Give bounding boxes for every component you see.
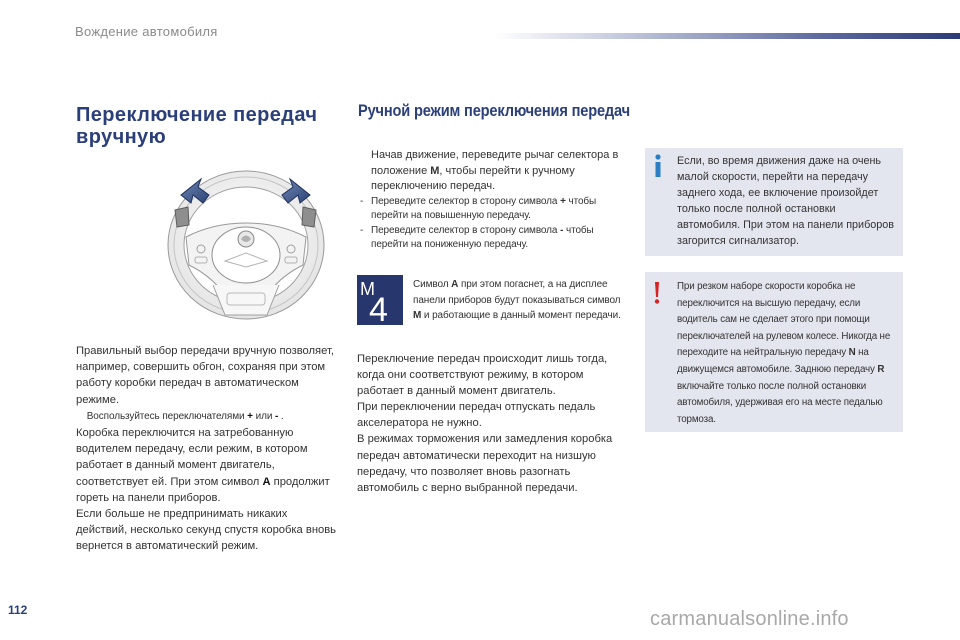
steering-wheel-illustration xyxy=(153,165,338,330)
shifting-notes xyxy=(357,351,625,496)
warning-text: При резком наборе скорости коробка не переключится на высшую передачу, если водитель сам не сделает этого при помощи переключателей на рулевом колесе. Никогда не переходите на нейтральную передачу N на движущемся автомобиле. Заднюю передачу R включайте только после полной остановки автомобиля, удерживая его на месте педалью тормоза. xyxy=(677,281,891,425)
sub-step-upshift: - Переведите селектор в сторону символа + чтобы перейти на повышенную передачу. xyxy=(360,195,597,222)
paddle-instruction: Воспользуйтесь переключателями + или - . xyxy=(86,410,284,422)
symbol-a: A xyxy=(262,475,271,488)
info-icon xyxy=(651,153,665,179)
gear-display-icon xyxy=(357,275,403,325)
manual-mode-instructions xyxy=(357,148,622,253)
return-paragraph: Если больше не предпринимать никаких действий, несколько секунд спустя коробка вновь вернется в автоматический режим. xyxy=(76,508,337,553)
pedal-paragraph: При переключении передач отпускать педаль акселератора не нужно. xyxy=(357,401,596,430)
left-title: Переключение передач вручную xyxy=(76,104,318,148)
right-title: Ручной режим переключения передач xyxy=(358,101,630,120)
plus-symbol: + xyxy=(247,410,253,422)
braking-paragraph: В режимах торможения или замедления коробка передач автоматически переходит на низшую передачу, что позволяет вновь разогнать автомобиль с верно выбранной передачи. xyxy=(357,433,613,494)
page-number: 112 xyxy=(8,603,28,617)
sub-step-downshift: - Переведите селектор в сторону символа - чтобы перейти на пониженную передачу. xyxy=(360,224,594,251)
neutral-gear: N xyxy=(848,347,856,359)
section-title: Вождение автомобиля xyxy=(75,24,218,39)
shift-paragraph: Переключение передач происходит лишь тогда, когда они соответствуют режиму, в котором работает в данный момент двигатель. xyxy=(357,353,608,398)
left-column-text xyxy=(76,343,341,555)
exclamation-icon xyxy=(652,282,662,304)
step-selector: Начав движение, переведите рычаг селектора в положение M, чтобы перейти к ручному переключению передач. xyxy=(371,149,619,192)
watermark: carmanualsonline.info xyxy=(650,608,849,630)
intro-paragraph: Правильный выбор передачи вручную позволяет, например, совершить обгон, сохраняя при этом работу коробки передач в автоматическом режиме. xyxy=(76,345,334,406)
symbol-note: Символ A при этом погаснет, а на дисплее панели приборов будут показываться символ M и работающие в данный момент передачи. xyxy=(413,279,621,322)
header-gradient-bar xyxy=(495,33,960,39)
gearbox-paragraph: Коробка переключится на затребованную водителем передачу, если режим, в котором работает в данный момент двигатель, соответствует ей. При этом символ A продолжит гореть на панели приборов. xyxy=(76,427,330,504)
info-text: Если, во время движения даже на очень малой скорости, перейти на передачу заднего хода, ее включение произойдет только после полной остановки автомобиля. При этом на панели приборов загорится сигнализатор. xyxy=(677,155,895,248)
steering-wheel-drawing xyxy=(153,165,338,330)
display-letter: M xyxy=(360,279,375,299)
minus-symbol: - xyxy=(275,410,279,422)
reverse-gear: R xyxy=(877,363,885,375)
symbol-m: M xyxy=(430,164,440,177)
display-digit: 4 xyxy=(369,291,388,325)
